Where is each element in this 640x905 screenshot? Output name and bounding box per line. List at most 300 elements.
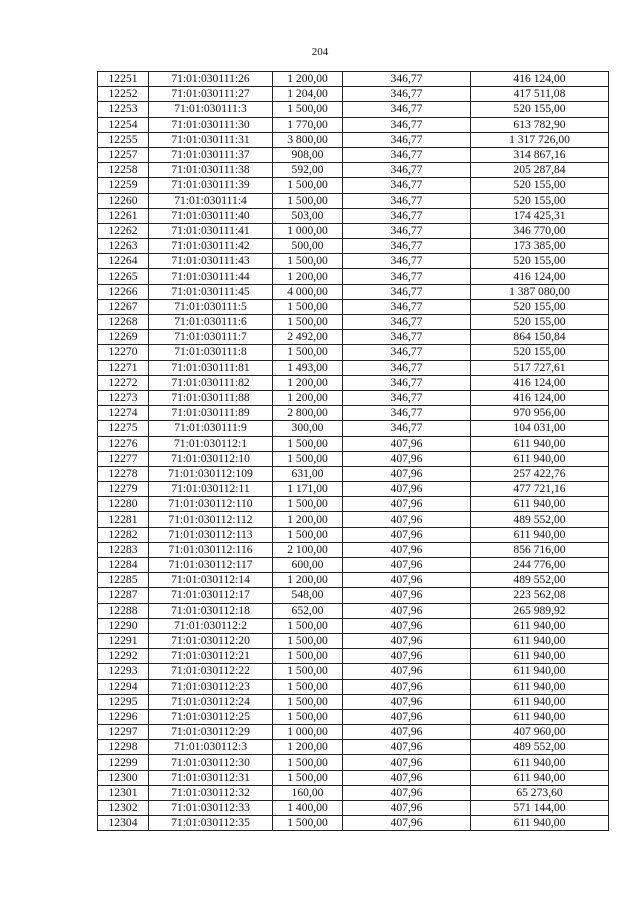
cadastral-number-cell: 71:01:030111:82 [149,375,273,390]
table-row [98,694,609,709]
table-row [98,421,609,436]
value-cell: 611 940,00 [471,694,609,709]
row-number-cell: 12287 [98,588,149,603]
table-row [98,315,609,330]
row-number-cell: 12278 [98,466,149,481]
cadastral-number-cell: 71:01:030111:31 [149,132,273,147]
area-cell: 1 200,00 [273,390,343,405]
value-cell: 416 124,00 [471,390,609,405]
table-row [98,573,609,588]
value-cell: 1 387 080,00 [471,284,609,299]
rate-cell: 346,77 [343,147,471,162]
area-cell: 300,00 [273,421,343,436]
rate-cell: 407,96 [343,436,471,451]
area-cell: 908,00 [273,147,343,162]
rate-cell: 407,96 [343,664,471,679]
table-row [98,269,609,284]
table-row [98,709,609,724]
table-row [98,633,609,648]
row-number-cell: 12301 [98,785,149,800]
rate-cell: 407,96 [343,709,471,724]
rate-cell: 407,96 [343,679,471,694]
row-number-cell: 12262 [98,223,149,238]
cadastral-number-cell: 71:01:030112:22 [149,664,273,679]
row-number-cell: 12264 [98,254,149,269]
value-cell: 314 867,16 [471,147,609,162]
rate-cell: 407,96 [343,603,471,618]
cadastral-number-cell: 71:01:030112:113 [149,527,273,542]
table-row [98,512,609,527]
rate-cell: 407,96 [343,588,471,603]
row-number-cell: 12304 [98,816,149,831]
cadastral-number-cell: 71:01:030111:42 [149,239,273,254]
table-row [98,72,609,87]
value-cell: 520 155,00 [471,345,609,360]
cadastral-number-cell: 71:01:030112:31 [149,770,273,785]
cadastral-number-cell: 71:01:030111:39 [149,178,273,193]
row-number-cell: 12266 [98,284,149,299]
table-body [98,72,609,831]
area-cell: 2 100,00 [273,542,343,557]
table-row [98,618,609,633]
cadastral-number-cell: 71:01:030112:3 [149,740,273,755]
rate-cell: 346,77 [343,345,471,360]
cadastral-number-cell: 71:01:030112:1 [149,436,273,451]
row-number-cell: 12265 [98,269,149,284]
value-cell: 520 155,00 [471,102,609,117]
cadastral-number-cell: 71:01:030112:25 [149,709,273,724]
table-row [98,178,609,193]
area-cell: 503,00 [273,208,343,223]
row-number-cell: 12269 [98,330,149,345]
area-cell: 1 204,00 [273,87,343,102]
cadastral-number-cell: 71:01:030111:37 [149,147,273,162]
value-cell: 104 031,00 [471,421,609,436]
value-cell: 611 940,00 [471,618,609,633]
rate-cell: 407,96 [343,801,471,816]
rate-cell: 407,96 [343,649,471,664]
area-cell: 1 493,00 [273,360,343,375]
rate-cell: 407,96 [343,527,471,542]
value-cell: 489 552,00 [471,740,609,755]
area-cell: 1 500,00 [273,679,343,694]
value-cell: 205 287,84 [471,163,609,178]
value-cell: 257 422,76 [471,466,609,481]
row-number-cell: 12296 [98,709,149,724]
table-row [98,482,609,497]
row-number-cell: 12285 [98,573,149,588]
rate-cell: 346,77 [343,102,471,117]
row-number-cell: 12267 [98,299,149,314]
value-cell: 611 940,00 [471,527,609,542]
table-row [98,497,609,512]
rate-cell: 346,77 [343,375,471,390]
row-number-cell: 12302 [98,801,149,816]
value-cell: 65 273,60 [471,785,609,800]
row-number-cell: 12300 [98,770,149,785]
value-cell: 489 552,00 [471,573,609,588]
table-row [98,147,609,162]
value-cell: 520 155,00 [471,193,609,208]
value-cell: 346 770,00 [471,223,609,238]
cadastral-number-cell: 71:01:030111:40 [149,208,273,223]
area-cell: 2 492,00 [273,330,343,345]
area-cell: 1 200,00 [273,72,343,87]
cadastral-number-cell: 71:01:030111:6 [149,315,273,330]
area-cell: 1 500,00 [273,633,343,648]
rate-cell: 346,77 [343,284,471,299]
area-cell: 1 500,00 [273,816,343,831]
row-number-cell: 12273 [98,390,149,405]
area-cell: 160,00 [273,785,343,800]
area-cell: 1 500,00 [273,527,343,542]
value-cell: 611 940,00 [471,451,609,466]
area-cell: 1 500,00 [273,664,343,679]
row-number-cell: 12257 [98,147,149,162]
value-cell: 407 960,00 [471,725,609,740]
row-number-cell: 12280 [98,497,149,512]
row-number-cell: 12276 [98,436,149,451]
row-number-cell: 12290 [98,618,149,633]
row-number-cell: 12295 [98,694,149,709]
area-cell: 652,00 [273,603,343,618]
rate-cell: 407,96 [343,755,471,770]
row-number-cell: 12268 [98,315,149,330]
table-row [98,239,609,254]
row-number-cell: 12299 [98,755,149,770]
row-number-cell: 12263 [98,239,149,254]
value-cell: 611 940,00 [471,755,609,770]
area-cell: 1 500,00 [273,709,343,724]
rate-cell: 407,96 [343,542,471,557]
rate-cell: 346,77 [343,223,471,238]
area-cell: 1 171,00 [273,482,343,497]
value-cell: 613 782,90 [471,117,609,132]
value-cell: 611 940,00 [471,816,609,831]
row-number-cell: 12291 [98,633,149,648]
rate-cell: 346,77 [343,390,471,405]
table-row [98,299,609,314]
row-number-cell: 12272 [98,375,149,390]
table-row [98,87,609,102]
table-row [98,132,609,147]
area-cell: 2 800,00 [273,406,343,421]
rate-cell: 407,96 [343,497,471,512]
cadastral-number-cell: 71:01:030112:29 [149,725,273,740]
rate-cell: 346,77 [343,163,471,178]
value-cell: 416 124,00 [471,269,609,284]
cadastral-number-cell: 71:01:030111:8 [149,345,273,360]
cadastral-number-cell: 71:01:030111:45 [149,284,273,299]
value-cell: 416 124,00 [471,72,609,87]
area-cell: 1 500,00 [273,694,343,709]
row-number-cell: 12254 [98,117,149,132]
cadastral-number-cell: 71:01:030112:109 [149,466,273,481]
land-parcel-table [97,71,609,831]
area-cell: 1 500,00 [273,299,343,314]
cadastral-number-cell: 71:01:030111:38 [149,163,273,178]
cadastral-number-cell: 71:01:030111:89 [149,406,273,421]
cadastral-number-cell: 71:01:030111:7 [149,330,273,345]
cadastral-number-cell: 71:01:030112:116 [149,542,273,557]
table-row [98,770,609,785]
rate-cell: 407,96 [343,770,471,785]
rate-cell: 346,77 [343,360,471,375]
cadastral-number-cell: 71:01:030112:17 [149,588,273,603]
cadastral-number-cell: 71:01:030111:43 [149,254,273,269]
rate-cell: 346,77 [343,421,471,436]
area-cell: 1 500,00 [273,436,343,451]
cadastral-number-cell: 71:01:030112:24 [149,694,273,709]
area-cell: 500,00 [273,239,343,254]
area-cell: 1 400,00 [273,801,343,816]
table-row [98,649,609,664]
value-cell: 611 940,00 [471,436,609,451]
area-cell: 1 500,00 [273,254,343,269]
rate-cell: 407,96 [343,633,471,648]
row-number-cell: 12294 [98,679,149,694]
cadastral-number-cell: 71:01:030112:33 [149,801,273,816]
row-number-cell: 12253 [98,102,149,117]
area-cell: 1 500,00 [273,315,343,330]
row-number-cell: 12282 [98,527,149,542]
table-row [98,284,609,299]
row-number-cell: 12292 [98,649,149,664]
table-row [98,345,609,360]
cadastral-number-cell: 71:01:030112:23 [149,679,273,694]
cadastral-number-cell: 71:01:030112:2 [149,618,273,633]
row-number-cell: 12284 [98,558,149,573]
area-cell: 1 770,00 [273,117,343,132]
row-number-cell: 12270 [98,345,149,360]
table-row [98,360,609,375]
table-row [98,390,609,405]
row-number-cell: 12283 [98,542,149,557]
cadastral-number-cell: 71:01:030111:30 [149,117,273,132]
area-cell: 1 500,00 [273,102,343,117]
rate-cell: 407,96 [343,451,471,466]
table-row [98,816,609,831]
area-cell: 3 800,00 [273,132,343,147]
table-row [98,406,609,421]
table-row [98,785,609,800]
table-row [98,558,609,573]
cadastral-number-cell: 71:01:030112:117 [149,558,273,573]
value-cell: 265 989,92 [471,603,609,618]
table-row [98,451,609,466]
rate-cell: 407,96 [343,482,471,497]
area-cell: 592,00 [273,163,343,178]
row-number-cell: 12279 [98,482,149,497]
area-cell: 1 500,00 [273,649,343,664]
row-number-cell: 12293 [98,664,149,679]
value-cell: 223 562,08 [471,588,609,603]
value-cell: 970 956,00 [471,406,609,421]
area-cell: 600,00 [273,558,343,573]
area-cell: 1 000,00 [273,725,343,740]
cadastral-number-cell: 71:01:030112:35 [149,816,273,831]
table-row [98,725,609,740]
rate-cell: 407,96 [343,694,471,709]
rate-cell: 407,96 [343,573,471,588]
table-row [98,254,609,269]
table-row [98,603,609,618]
value-cell: 864 150,84 [471,330,609,345]
value-cell: 856 716,00 [471,542,609,557]
value-cell: 611 940,00 [471,664,609,679]
value-cell: 1 317 726,00 [471,132,609,147]
row-number-cell: 12281 [98,512,149,527]
value-cell: 611 940,00 [471,649,609,664]
cadastral-number-cell: 71:01:030112:112 [149,512,273,527]
cadastral-number-cell: 71:01:030112:20 [149,633,273,648]
value-cell: 416 124,00 [471,375,609,390]
row-number-cell: 12251 [98,72,149,87]
cadastral-number-cell: 71:01:030111:5 [149,299,273,314]
cadastral-number-cell: 71:01:030111:27 [149,87,273,102]
value-cell: 417 511,08 [471,87,609,102]
rate-cell: 407,96 [343,618,471,633]
cadastral-number-cell: 71:01:030111:41 [149,223,273,238]
table-row [98,193,609,208]
cadastral-number-cell: 71:01:030111:88 [149,390,273,405]
value-cell: 517 727,61 [471,360,609,375]
page-number: 204 [311,46,329,58]
rate-cell: 407,96 [343,512,471,527]
value-cell: 611 940,00 [471,770,609,785]
table-row [98,330,609,345]
cadastral-number-cell: 71:01:030111:26 [149,72,273,87]
area-cell: 1 200,00 [273,573,343,588]
row-number-cell: 12288 [98,603,149,618]
rate-cell: 346,77 [343,299,471,314]
rate-cell: 346,77 [343,178,471,193]
value-cell: 244 776,00 [471,558,609,573]
value-cell: 520 155,00 [471,254,609,269]
rate-cell: 346,77 [343,406,471,421]
row-number-cell: 12275 [98,421,149,436]
cadastral-number-cell: 71:01:030112:21 [149,649,273,664]
value-cell: 611 940,00 [471,633,609,648]
area-cell: 1 200,00 [273,375,343,390]
area-cell: 1 500,00 [273,178,343,193]
rate-cell: 346,77 [343,117,471,132]
area-cell: 1 500,00 [273,618,343,633]
row-number-cell: 12252 [98,87,149,102]
area-cell: 1 500,00 [273,770,343,785]
value-cell: 520 155,00 [471,315,609,330]
row-number-cell: 12255 [98,132,149,147]
table-row [98,223,609,238]
table-row [98,664,609,679]
value-cell: 520 155,00 [471,299,609,314]
cadastral-number-cell: 71:01:030112:10 [149,451,273,466]
table-row [98,801,609,816]
value-cell: 520 155,00 [471,178,609,193]
cadastral-number-cell: 71:01:030111:81 [149,360,273,375]
rate-cell: 407,96 [343,466,471,481]
value-cell: 174 425,31 [471,208,609,223]
cadastral-number-cell: 71:01:030112:32 [149,785,273,800]
row-number-cell: 12260 [98,193,149,208]
value-cell: 477 721,16 [471,482,609,497]
rate-cell: 346,77 [343,269,471,284]
area-cell: 1 500,00 [273,193,343,208]
cadastral-number-cell: 71:01:030112:110 [149,497,273,512]
row-number-cell: 12259 [98,178,149,193]
row-number-cell: 12258 [98,163,149,178]
table-row [98,117,609,132]
table-row [98,102,609,117]
area-cell: 1 200,00 [273,512,343,527]
value-cell: 173 385,00 [471,239,609,254]
area-cell: 1 200,00 [273,269,343,284]
table-row [98,527,609,542]
row-number-cell: 12298 [98,740,149,755]
rate-cell: 346,77 [343,72,471,87]
rate-cell: 346,77 [343,254,471,269]
table-row [98,679,609,694]
cadastral-number-cell: 71:01:030111:9 [149,421,273,436]
table-row [98,466,609,481]
table-row [98,588,609,603]
rate-cell: 346,77 [343,330,471,345]
rate-cell: 407,96 [343,725,471,740]
table-row [98,163,609,178]
value-cell: 571 144,00 [471,801,609,816]
area-cell: 1 500,00 [273,755,343,770]
row-number-cell: 12271 [98,360,149,375]
row-number-cell: 12274 [98,406,149,421]
cadastral-number-cell: 71:01:030111:4 [149,193,273,208]
table-row [98,740,609,755]
cadastral-number-cell: 71:01:030111:3 [149,102,273,117]
row-number-cell: 12297 [98,725,149,740]
table-row [98,755,609,770]
area-cell: 548,00 [273,588,343,603]
cadastral-number-cell: 71:01:030112:11 [149,482,273,497]
value-cell: 611 940,00 [471,709,609,724]
value-cell: 611 940,00 [471,497,609,512]
table-row [98,208,609,223]
row-number-cell: 12277 [98,451,149,466]
cadastral-number-cell: 71:01:030112:30 [149,755,273,770]
area-cell: 1 500,00 [273,451,343,466]
cadastral-number-cell: 71:01:030111:44 [149,269,273,284]
rate-cell: 346,77 [343,132,471,147]
area-cell: 1 500,00 [273,497,343,512]
rate-cell: 407,96 [343,740,471,755]
rate-cell: 407,96 [343,785,471,800]
table-row [98,436,609,451]
rate-cell: 346,77 [343,315,471,330]
area-cell: 1 000,00 [273,223,343,238]
value-cell: 489 552,00 [471,512,609,527]
table-row [98,542,609,557]
row-number-cell: 12261 [98,208,149,223]
cadastral-number-cell: 71:01:030112:18 [149,603,273,618]
rate-cell: 346,77 [343,239,471,254]
area-cell: 1 500,00 [273,345,343,360]
table-row [98,375,609,390]
area-cell: 631,00 [273,466,343,481]
value-cell: 611 940,00 [471,679,609,694]
rate-cell: 407,96 [343,816,471,831]
rate-cell: 346,77 [343,193,471,208]
area-cell: 4 000,00 [273,284,343,299]
rate-cell: 407,96 [343,558,471,573]
rate-cell: 346,77 [343,208,471,223]
